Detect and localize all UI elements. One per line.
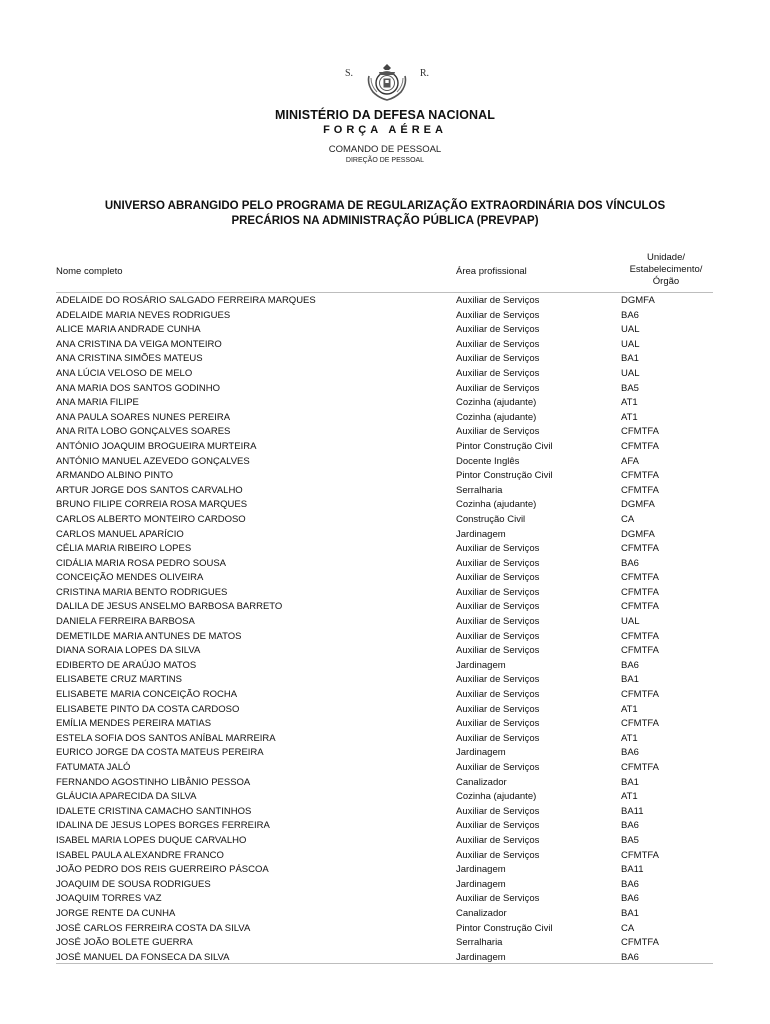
cell-name: EMÍLIA MENDES PEREIRA MATIAS	[56, 718, 212, 730]
cell-area: Auxiliar de Serviços	[456, 616, 540, 628]
cell-name: CONCEIÇÃO MENDES OLIVEIRA	[56, 572, 204, 584]
cell-name: DEMETILDE MARIA ANTUNES DE MATOS	[56, 630, 242, 642]
cell-name: JOSÉ MANUEL DA FONSECA DA SILVA	[56, 951, 230, 963]
cell-name: ARTUR JORGE DOS SANTOS CARVALHO	[56, 484, 243, 496]
cell-unit: CFMTFA	[621, 601, 659, 613]
table-row	[56, 615, 713, 630]
table-row	[56, 411, 713, 426]
cell-name: ANA MARIA DOS SANTOS GODINHO	[56, 382, 220, 394]
cell-area: Auxiliar de Serviços	[456, 834, 540, 846]
cell-area: Jardinagem	[456, 747, 506, 759]
table-row	[56, 922, 713, 937]
cell-area: Cozinha (ajudante)	[456, 791, 537, 803]
table-row	[56, 732, 713, 747]
cell-name: JOSÉ CARLOS FERREIRA COSTA DA SILVA	[56, 922, 251, 934]
cell-unit: AT1	[621, 411, 638, 423]
table-row	[56, 849, 713, 864]
cell-unit: CA	[621, 922, 635, 934]
cell-unit: CFMTFA	[621, 484, 659, 496]
column-header-unit	[611, 252, 721, 288]
cell-unit: DGMFA	[621, 528, 655, 540]
cell-area: Auxiliar de Serviços	[456, 849, 540, 861]
cell-name: JORGE RENTE DA CUNHA	[56, 907, 176, 919]
table-row	[56, 746, 713, 761]
cell-unit: CFMTFA	[621, 645, 659, 657]
cell-name: FERNANDO AGOSTINHO LIBÂNIO PESSOA	[56, 776, 251, 788]
table-row	[56, 367, 713, 382]
coat-of-arms-icon	[365, 62, 409, 102]
cell-unit: AT1	[621, 791, 638, 803]
cell-name: ADELAIDE MARIA NEVES RODRIGUES	[56, 309, 231, 321]
cell-name: ANA CRISTINA DA VEIGA MONTEIRO	[56, 338, 222, 350]
table-row	[56, 352, 713, 367]
cell-area: Canalizador	[456, 907, 507, 919]
cell-unit: BA6	[621, 820, 639, 832]
cell-area: Auxiliar de Serviços	[456, 295, 540, 306]
cell-area: Canalizador	[456, 776, 507, 788]
table-row	[56, 907, 713, 922]
table-row	[56, 484, 713, 499]
cell-area: Auxiliar de Serviços	[456, 426, 540, 438]
cell-name: ISABEL MARIA LOPES DUQUE CARVALHO	[56, 834, 247, 846]
cell-area: Auxiliar de Serviços	[456, 689, 540, 701]
column-header-area: Área profissional	[456, 266, 527, 277]
cell-unit: BA6	[621, 893, 639, 905]
table-row	[56, 309, 713, 324]
cell-unit: UAL	[621, 616, 640, 628]
table-row	[56, 673, 713, 688]
cell-name: IDALETE CRISTINA CAMACHO SANTINHOS	[56, 805, 252, 817]
cell-unit: CFMTFA	[621, 470, 659, 482]
cell-unit: CFMTFA	[621, 586, 659, 598]
cell-name: ANA CRISTINA SIMÕES MATEUS	[56, 353, 203, 365]
cell-unit: CFMTFA	[621, 937, 659, 949]
cell-name: ANTÓNIO MANUEL AZEVEDO GONÇALVES	[56, 455, 250, 467]
ministry-name: MINISTÉRIO DA DEFESA NACIONAL	[274, 108, 496, 122]
column-header-name: Nome completo	[56, 266, 123, 277]
table-row	[56, 892, 713, 907]
table-row	[56, 440, 713, 455]
cell-unit: CA	[621, 513, 635, 525]
cell-unit: BA1	[621, 674, 639, 686]
table-row	[56, 513, 713, 528]
table-row	[56, 878, 713, 893]
cell-name: CÉLIA MARIA RIBEIRO LOPES	[56, 543, 192, 555]
cell-area: Auxiliar de Serviços	[456, 557, 540, 569]
table-row	[56, 455, 713, 470]
table-row	[56, 761, 713, 776]
cell-unit: AT1	[621, 703, 638, 715]
table-row	[56, 542, 713, 557]
cell-area: Auxiliar de Serviços	[456, 338, 540, 350]
cell-area: Auxiliar de Serviços	[456, 820, 540, 832]
cell-unit: CFMTFA	[621, 440, 659, 452]
coat-of-arms-emblem	[345, 62, 429, 102]
cell-name: JOÃO PEDRO DOS REIS GUERREIRO PÁSCOA	[56, 864, 269, 876]
document-title-line-2: PRECÁRIOS NA ADMINISTRAÇÃO PÚBLICA (PREVPAP)	[231, 215, 539, 227]
cell-area: Construção Civil	[456, 513, 526, 525]
cell-area: Auxiliar de Serviços	[456, 601, 540, 613]
cell-area: Auxiliar de Serviços	[456, 309, 540, 321]
cell-area: Jardinagem	[456, 864, 506, 876]
cell-name: ANA LÚCIA VELOSO DE MELO	[56, 367, 193, 379]
cell-unit: UAL	[621, 338, 640, 350]
cell-unit: BA5	[621, 382, 639, 394]
cell-unit: DGMFA	[621, 499, 655, 511]
table-row	[56, 294, 713, 309]
cell-area: Pintor Construção Civil	[456, 922, 553, 934]
cell-unit: CFMTFA	[621, 630, 659, 642]
document-title	[40, 199, 730, 229]
cell-unit: DGMFA	[621, 295, 655, 306]
cell-name: ELISABETE PINTO DA COSTA CARDOSO	[56, 703, 240, 715]
cell-area: Auxiliar de Serviços	[456, 543, 540, 555]
cell-area: Auxiliar de Serviços	[456, 805, 540, 817]
table-row	[56, 703, 713, 718]
table-body	[56, 294, 713, 965]
cell-name: ANA PAULA SOARES NUNES PEREIRA	[56, 411, 231, 423]
cell-area: Auxiliar de Serviços	[456, 674, 540, 686]
cell-name: CRISTINA MARIA BENTO RODRIGUES	[56, 586, 228, 598]
cell-area: Serralharia	[456, 484, 503, 496]
cell-unit: BA6	[621, 951, 639, 963]
cell-area: Auxiliar de Serviços	[456, 893, 540, 905]
table-header	[56, 252, 713, 293]
cell-name: CARLOS MANUEL APARÍCIO	[56, 528, 184, 540]
cell-name: ALICE MARIA ANDRADE CUNHA	[56, 324, 201, 336]
table-row	[56, 600, 713, 615]
table-row	[56, 717, 713, 732]
table-row	[56, 805, 713, 820]
table-row	[56, 528, 713, 543]
table-row	[56, 382, 713, 397]
cell-unit: BA1	[621, 353, 639, 365]
cell-area: Jardinagem	[456, 951, 506, 963]
cell-area: Auxiliar de Serviços	[456, 645, 540, 657]
cell-area: Jardinagem	[456, 659, 506, 671]
cell-name: IDALINA DE JESUS LOPES BORGES FERREIRA	[56, 820, 270, 832]
cell-area: Auxiliar de Serviços	[456, 703, 540, 715]
cell-area: Jardinagem	[456, 528, 506, 540]
cell-area: Auxiliar de Serviços	[456, 732, 540, 744]
table-row	[56, 469, 713, 484]
column-header-unit-line-3: Órgão	[652, 276, 680, 287]
command-name: COMANDO DE PESSOAL	[328, 144, 442, 155]
table-row	[56, 644, 713, 659]
cell-name: DALILA DE JESUS ANSELMO BARBOSA BARRETO	[56, 601, 283, 613]
cell-name: EURICO JORGE DA COSTA MATEUS PEREIRA	[56, 747, 264, 759]
table-row	[56, 338, 713, 353]
branch-name: FORÇA AÉREA	[323, 124, 447, 136]
cell-unit: BA6	[621, 747, 639, 759]
cell-name: JOAQUIM DE SOUSA RODRIGUES	[56, 878, 211, 890]
cell-unit: CFMTFA	[621, 762, 659, 773]
table-row	[56, 659, 713, 674]
column-header-unit-line-2: Estabelecimento/	[629, 264, 703, 275]
cell-unit: CFMTFA	[621, 426, 659, 438]
cell-name: ISABEL PAULA ALEXANDRE FRANCO	[56, 849, 224, 861]
cell-unit: BA11	[621, 805, 644, 817]
cell-unit: BA6	[621, 557, 639, 569]
cell-name: ELISABETE MARIA CONCEIÇÃO ROCHA	[56, 689, 238, 701]
cell-area: Cozinha (ajudante)	[456, 499, 537, 511]
cell-unit: AFA	[621, 455, 639, 467]
table-row	[56, 571, 713, 586]
cell-area: Pintor Construção Civil	[456, 440, 553, 452]
cell-unit: BA5	[621, 834, 639, 846]
cell-name: ESTELA SOFIA DOS SANTOS ANÍBAL MARREIRA	[56, 732, 276, 744]
cell-name: GLÁUCIA APARECIDA DA SILVA	[56, 791, 197, 803]
cell-unit: BA6	[621, 659, 639, 671]
cell-name: ANTÓNIO JOAQUIM BROGUEIRA MURTEIRA	[56, 440, 257, 452]
cell-unit: AT1	[621, 397, 638, 409]
cell-name: ELISABETE CRUZ MARTINS	[56, 674, 182, 686]
table-row	[56, 630, 713, 645]
cell-area: Auxiliar de Serviços	[456, 586, 540, 598]
table-row	[56, 425, 713, 440]
emblem-letter-left: S.	[345, 68, 354, 79]
table-row	[56, 819, 713, 834]
cell-area: Cozinha (ajudante)	[456, 397, 537, 409]
cell-area: Auxiliar de Serviços	[456, 718, 540, 730]
cell-unit: AT1	[621, 732, 638, 744]
cell-area: Pintor Construção Civil	[456, 470, 553, 482]
table-row	[56, 776, 713, 791]
cell-name: ANA RITA LOBO GONÇALVES SOARES	[56, 426, 231, 438]
cell-area: Auxiliar de Serviços	[456, 382, 540, 394]
cell-name: CARLOS ALBERTO MONTEIRO CARDOSO	[56, 513, 246, 525]
cell-area: Auxiliar de Serviços	[456, 324, 540, 336]
cell-area: Auxiliar de Serviços	[456, 367, 540, 379]
cell-unit: CFMTFA	[621, 543, 659, 555]
cell-unit: BA11	[621, 864, 644, 876]
direction-name: DIREÇÃO DE PESSOAL	[345, 157, 425, 164]
table-bottom-rule	[56, 963, 713, 964]
cell-name: JOAQUIM TORRES VAZ	[56, 893, 162, 905]
cell-area: Cozinha (ajudante)	[456, 411, 537, 423]
cell-area: Docente Inglês	[456, 455, 520, 467]
table-row	[56, 863, 713, 878]
cell-name: ADELAIDE DO ROSÁRIO SALGADO FERREIRA MARQUES	[56, 295, 316, 306]
cell-name: FATUMATA JALÓ	[56, 762, 131, 773]
cell-unit: BA1	[621, 907, 639, 919]
cell-area: Auxiliar de Serviços	[456, 353, 540, 365]
cell-name: CIDÁLIA MARIA ROSA PEDRO SOUSA	[56, 557, 226, 569]
cell-unit: BA1	[621, 776, 639, 788]
cell-unit: UAL	[621, 367, 640, 379]
cell-name: DIANA SORAIA LOPES DA SILVA	[56, 645, 201, 657]
cell-area: Jardinagem	[456, 878, 506, 890]
table-row	[56, 323, 713, 338]
table-row	[56, 688, 713, 703]
emblem-letter-right: R.	[419, 68, 429, 79]
table-row	[56, 498, 713, 513]
table-row	[56, 396, 713, 411]
table-row	[56, 557, 713, 572]
cell-area: Auxiliar de Serviços	[456, 630, 540, 642]
cell-unit: BA6	[621, 309, 639, 321]
document-title-line-1: UNIVERSO ABRANGIDO PELO PROGRAMA DE REGULARIZAÇÃO EXTRAORDINÁRIA DOS VÍNCULOS	[104, 200, 666, 212]
cell-unit: BA6	[621, 878, 639, 890]
cell-unit: CFMTFA	[621, 689, 659, 701]
cell-name: JOSÉ JOÃO BOLETE GUERRA	[56, 937, 193, 949]
cell-area: Serralharia	[456, 937, 503, 949]
cell-unit: CFMTFA	[621, 718, 659, 730]
cell-name: ARMANDO ALBINO PINTO	[56, 470, 174, 482]
cell-unit: UAL	[621, 324, 640, 336]
table-row	[56, 586, 713, 601]
cell-name: BRUNO FILIPE CORREIA ROSA MARQUES	[56, 499, 248, 511]
table-row	[56, 936, 713, 951]
cell-unit: CFMTFA	[621, 572, 659, 584]
table-row	[56, 790, 713, 805]
table-row	[56, 834, 713, 849]
cell-name: ANA MARIA FILIPE	[56, 397, 139, 409]
cell-area: Auxiliar de Serviços	[456, 572, 540, 584]
cell-area: Auxiliar de Serviços	[456, 762, 540, 773]
cell-unit: CFMTFA	[621, 849, 659, 861]
column-header-unit-line-1: Unidade/	[646, 252, 686, 263]
cell-name: DANIELA FERREIRA BARBOSA	[56, 616, 195, 628]
cell-name: EDIBERTO DE ARAÚJO MATOS	[56, 659, 197, 671]
